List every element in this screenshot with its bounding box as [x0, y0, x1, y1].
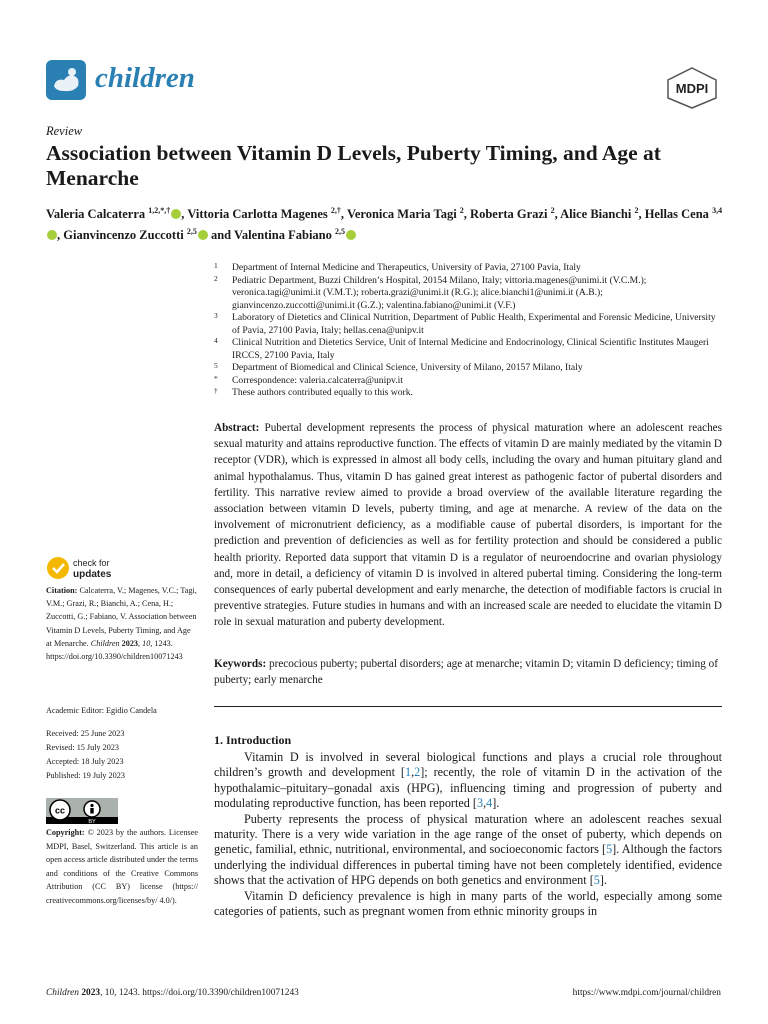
citation-text: Calcaterra, V.; Magenes, V.C.; Tagi, V.M.; Grazi, R.; Bianchi, A.; Cena, H.; Zuccotti, G.; Fabiano, V. Association between Vitamin D Levels, Puberty Timing, and Age at Menarche.: [46, 586, 197, 648]
reference-link[interactable]: 5: [606, 842, 613, 857]
article-type: Review: [46, 124, 83, 138]
keywords: [214, 656, 722, 688]
svg-text:BY: BY: [88, 819, 96, 824]
date-item: Published: 19 July 2023: [46, 771, 125, 780]
affiliation-number: 1: [214, 261, 218, 270]
orcid-icon[interactable]: [171, 209, 181, 219]
affiliation-text: Department of Internal Medicine and Therapeutics, University of Pavia, 27100 Pavia, Italy: [232, 262, 581, 273]
citation-journal: Children: [90, 638, 120, 648]
authors-and: and: [207, 228, 235, 243]
author-affiliation-sup: 2,†: [330, 206, 341, 215]
citation-label: Citation:: [46, 586, 78, 595]
author-name[interactable]: Roberta Grazi $^2$: [470, 206, 555, 222]
footer-citation: [46, 988, 299, 998]
author-affiliation-sup: 1,2,*,†: [148, 206, 171, 215]
author-affiliation-sup: 2: [459, 206, 464, 215]
paragraph-text: Puberty represents the process of physical maturation where an adolescent reaches sexual maturity. There is a very wide variation in the age range of the onset of puberty, which depends on genetic, familial, ethnic, nutritional, environmental, and socioeconomic factors [: [214, 811, 722, 857]
affiliation-text: Department of Biomedical and Clinical Science, University of Milano, 20157 Milano, Italy: [232, 362, 583, 373]
affiliation-item: [214, 275, 724, 313]
copyright-text: © 2023 by the authors. Licensee MDPI, Basel, Switzerland. This article is an open access article distributed under the terms and conditions of the Creative Commons Attribution (CC BY) license (https:// creativecommons.org/licenses/by/ 4.0/).: [46, 828, 199, 905]
copyright-notice: [46, 826, 198, 908]
affiliation-number: 3: [214, 311, 218, 320]
keywords-label: Keywords:: [214, 658, 267, 670]
paragraph: [214, 750, 722, 812]
paragraph-text: ,: [411, 765, 415, 780]
author-affiliation-sup: 2: [550, 206, 555, 215]
check-updates-line-2: updates: [73, 569, 112, 580]
affiliation-text: Laboratory of Dietetics and Clinical Nutrition, Department of Public Health, Experimental and Forensic Medicine, University of Pavia, 27100 Pavia, Italy; hellas.cena@unipv.it: [232, 312, 716, 336]
publisher-logo: [664, 66, 720, 110]
reference-link[interactable]: 4: [486, 796, 493, 811]
affiliation-number: 2: [214, 273, 218, 283]
date-item: Accepted: 18 July 2023: [46, 757, 124, 766]
affiliation-number: †: [214, 386, 218, 395]
affiliations: [214, 262, 724, 400]
reference-link[interactable]: 2: [414, 765, 421, 780]
author-name[interactable]: Valeria Calcaterra $^{1,2,*,\dagger}$: [46, 206, 171, 222]
paragraph: [214, 812, 722, 889]
footer-doi[interactable]: , 10, 1243. https://doi.org/10.3390/children10071243: [100, 988, 299, 998]
author-affiliation-sup: 2,5: [335, 227, 345, 237]
citation-volume: 10: [142, 638, 151, 648]
orcid-icon[interactable]: [198, 230, 208, 240]
reference-link[interactable]: 5: [593, 873, 600, 888]
author-name[interactable]: Veronica Maria Tagi $^2$: [346, 206, 464, 222]
reference-link[interactable]: 1: [404, 765, 412, 780]
abstract-label: Abstract:: [214, 422, 260, 434]
affiliation-number: *: [214, 373, 218, 383]
author-name[interactable]: Hellas Cena $^{3,4}$: [644, 206, 723, 222]
orcid-icon[interactable]: [47, 230, 57, 240]
affiliation-number: 4: [214, 336, 218, 345]
academic-editor: Academic Editor: Egidio Candela: [46, 706, 157, 715]
paragraph-text: ]. Although the factors underlying the individual differences in pubertal timing have not been completely identified, evidence shows that the activation of HPG depends on both genetics and environment [: [214, 842, 723, 888]
abstract-text: Pubertal development represents the process of physical maturation where an adolescent reaches sexual maturity and attains reproductive function. The effects of vitamin D are mainly mediated by the vitamin D receptor (VDR), which is expressed in almost all body cells, including the ovary and human pituitary gland and animal hypothalamus. Thus, vitamin D has gained great interest as pathogenic factor of pubertal disorders and fertility. This narrative review aimed to provide a broad overview of the available literature regarding the association between vitamin D levels, puberty timing, and age at menarche. A review of the data on the involvement of micronutrient deficiency, as a modifiable cause of pubertal disorders, is important for the prediction and prevention of deficiencies as well as for fertility protection and should be considered a public health priority. Reported data support that vitamin D is a regulator of neuroendocrine and ovarian physiology and, more in detail, a deficiency of vitamin D is involved in altered pubertal timing. Considering the long-term consequences of early pubertal development and early menarche, the detection of modifiable factors is crucial in preventive strategies. Future studies in humans and with an increased scale are needed to elucidate the vitamin D role in sexual maturation and puberty development.: [214, 422, 722, 629]
author-affiliation-sup: 2: [634, 206, 639, 215]
publication-dates: [46, 727, 198, 783]
reference-link[interactable]: 3: [476, 796, 484, 811]
affiliation-item: [214, 337, 724, 362]
affiliation-text: Clinical Nutrition and Dietetics Service, Unit of Internal Medicine and Endocrinology, Clinical Scientific Institutes Maugeri IRCCS, 27100 Pavia, Italy: [232, 337, 709, 361]
author-name[interactable]: Vittoria Carlotta Magenes $^{2,\dagger}$: [187, 206, 341, 222]
paragraph-text: ,: [483, 796, 487, 811]
affiliation-item: [214, 312, 724, 337]
introduction-body: [214, 750, 722, 919]
citation-pages[interactable]: , 1243. https://doi.org/10.3390/children10071243: [46, 638, 183, 662]
affiliation-text: These authors contributed equally to this work.: [232, 387, 413, 398]
date-item: Revised: 15 July 2023: [46, 743, 120, 752]
author-name[interactable]: Alice Bianchi $^2$: [560, 206, 639, 222]
affiliation-item: [214, 387, 724, 400]
affiliation-text: Correspondence: valeria.calcaterra@unipv.it: [232, 374, 403, 386]
cc-by-license-badge[interactable]: [46, 798, 118, 824]
author-affiliation-sup: 2,5: [186, 227, 197, 237]
keywords-text: precocious puberty; pubertal disorders; age at menarche; vitamin D; vitamin D deficiency; timing of puberty; early menarche: [214, 658, 718, 687]
author-affiliation-sup: 3,4: [712, 206, 723, 215]
publisher-name: MDPI: [675, 81, 709, 96]
paragraph-text: ].: [599, 873, 607, 888]
footer-year: 2023: [81, 988, 101, 998]
footer-journal-url[interactable]: https://www.mdpi.com/journal/children: [572, 988, 721, 998]
check-icon: [47, 557, 69, 579]
affiliation-number: 5: [214, 361, 218, 370]
citation: Citation: Calcaterra, V.; Magenes, V.C.; Tagi, V.M.; Grazi, R.; Bianchi, A.; Cena, H.; Zuccotti, G.; Fabiano, V. Association between Vitamin D Levels, Puberty Timing, and Age at Menarche. Children 2023, 10, 1243. https://doi.org/10.3390/children10071243: [46, 586, 197, 662]
article-title: Association between Vitamin D Levels, Puberty Timing, and Age at Menarche: [46, 141, 661, 190]
affiliation-item: [214, 262, 724, 275]
paragraph-text: ].: [492, 796, 500, 811]
paragraph: Vitamin D deficiency prevalence is high in many parts of the world, especially among some categories of patients, such as pregnant women from ethnic minority groups in: [214, 888, 722, 919]
copyright-label: Copyright:: [46, 828, 85, 837]
date-item: Received: 25 June 2023: [46, 729, 125, 738]
abstract: [214, 420, 722, 631]
affiliation-text: Pediatric Department, Buzzi Children’s Hospital, 20154 Milano, Italy; vittoria.magenes@unimi.it (V.C.M.); veronica.tagi@unimi.it (V.M.T.); roberta.grazi@unimi.it (R.G.); alice.bianchi1@unimi.it (A.B.); gianvincenzo.zuccotti@unimi.it (G.Z.); valentina.fabiano@unimi.it (V.F.): [232, 274, 647, 311]
affiliation-item: [214, 362, 724, 375]
paragraph-text: ]; recently, the role of vitamin D in the activation of the hypothalamic–pituitary–gonadal axis (HPG), influencing timing and progression of puberty and modulating reproductive function, has been reported [: [214, 765, 722, 811]
citation-year: 2023: [121, 638, 139, 648]
section-heading-introduction: 1. Introduction: [214, 733, 292, 747]
section-divider: [214, 706, 722, 707]
journal-logo-icon: [46, 60, 86, 100]
check-updates-line-1: check for: [73, 558, 110, 568]
journal-name: children: [95, 62, 195, 94]
footer-journal: Children: [46, 988, 79, 998]
affiliation-item: [214, 375, 724, 388]
author-list: Valeria Calcaterra $^{1,2,*,\dagger}$ , Vittoria Carlotta Magenes $^{2,\dagger}$, Veronica Maria Tagi $^2$, Roberta Grazi $^2$, Alice Bianchi $^2$, Hellas Cena $^{3,4}$, Gianvincenzo Zuccotti $^{2,5}$ and Valentina Fabiano $^{2,5}$: [46, 206, 723, 243]
check-for-updates-badge[interactable]: [46, 555, 156, 583]
paragraph-text: Vitamin D is involved in several biological functions and plays a crucial role throughout children’s growth and development [: [214, 750, 722, 780]
svg-text:cc: cc: [54, 805, 66, 816]
author-name[interactable]: Gianvincenzo Zuccotti $^{2,5}$: [63, 227, 197, 243]
author-name[interactable]: Valentina Fabiano $^{2,5}$: [234, 227, 345, 243]
orcid-icon[interactable]: [346, 230, 356, 240]
